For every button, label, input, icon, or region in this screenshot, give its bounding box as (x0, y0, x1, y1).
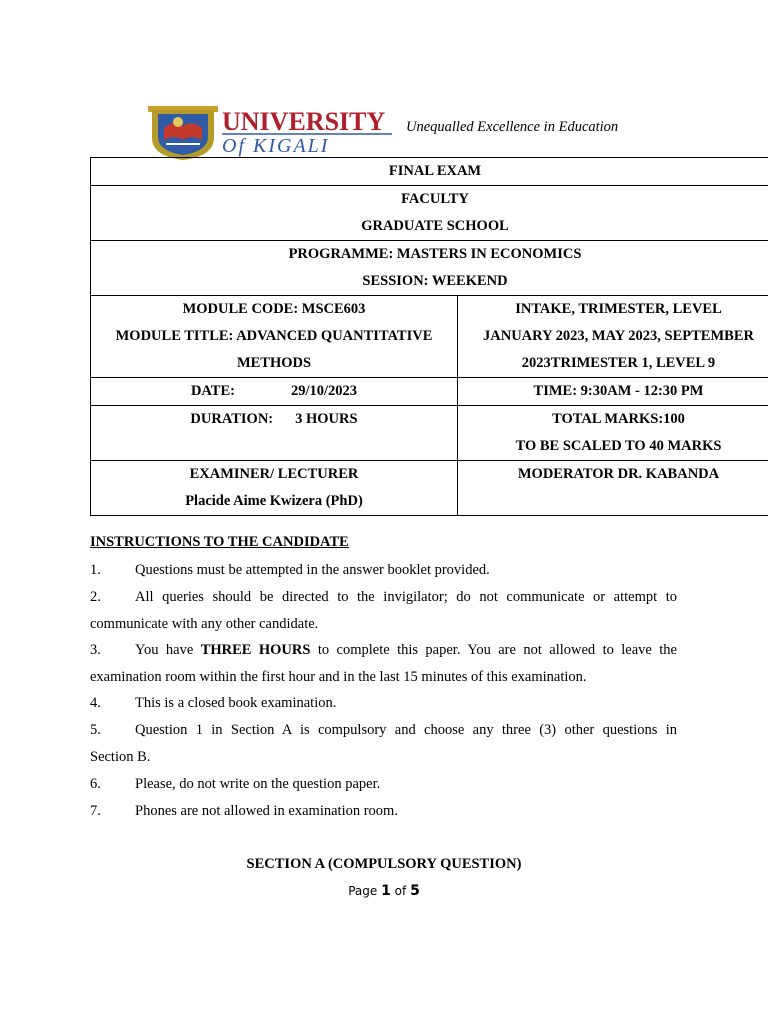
examiner-cell (91, 461, 458, 516)
date-cell (91, 378, 458, 406)
programme: PROGRAMME: MASTERS IN ECONOMICS (288, 246, 582, 262)
examiner-name: Placide Aime Kwizera (PhD) (185, 493, 363, 509)
exam-type-cell (91, 158, 768, 186)
examiner-label: EXAMINER/ LECTURER (189, 466, 359, 482)
date-label: DATE: (190, 383, 235, 399)
intake-cell (458, 296, 768, 378)
university-logo (146, 104, 396, 160)
exam-type: FINAL EXAM (388, 163, 482, 179)
exam-time: TIME: 9:30AM - 12:30 PM (533, 383, 704, 399)
svg-text:UNIVERSITY: UNIVERSITY (222, 107, 386, 136)
crest-icon (148, 106, 218, 160)
date-value: 29/10/2023 (290, 383, 358, 399)
moderator-cell (458, 461, 768, 516)
duration-label: DURATION: (190, 411, 274, 427)
module-title: MODULE TITLE: ADVANCED QUANTITATIVE (115, 328, 433, 344)
faculty-label: FACULTY (401, 191, 469, 207)
duration-cell (91, 406, 458, 461)
school-name: GRADUATE SCHOOL (361, 218, 509, 234)
instructions-title: INSTRUCTIONS TO THE CANDIDATE (90, 534, 349, 550)
duration-value: 3 HOURS (295, 411, 358, 427)
total-marks: TOTAL MARKS:100 (552, 411, 685, 427)
marks-cell (458, 406, 768, 461)
time-cell (458, 378, 768, 406)
scaled-marks: TO BE SCALED TO 40 MARKS (515, 438, 722, 454)
svg-text:Of KIGALI: Of KIGALI (222, 135, 330, 157)
instruction-item-cont: communicate with any other candidate. (90, 616, 319, 632)
page-number: Page 1 of 5 (348, 883, 420, 899)
intake-value: JANUARY 2023, MAY 2023, SEPTEMBER (483, 328, 754, 344)
module-code: MODULE CODE: MSCE603 (182, 301, 366, 317)
instruction-item-cont: Section B. (90, 749, 151, 765)
intake-label: INTAKE, TRIMESTER, LEVEL (515, 301, 722, 317)
intake-value-cont: 2023TRIMESTER 1, LEVEL 9 (521, 355, 716, 371)
motto-text: Unequalled Excellence in Education (406, 119, 619, 135)
moderator: MODERATOR DR. KABANDA (517, 466, 720, 482)
module-cell (91, 296, 458, 378)
section-a-heading: SECTION A (COMPULSORY QUESTION) (246, 856, 522, 872)
faculty-cell (91, 186, 768, 241)
session: SESSION: WEEKEND (362, 273, 508, 289)
module-title-cont: METHODS (236, 355, 312, 371)
instruction-item-cont: examination room within the first hour and in the last 15 minutes of this examination. (90, 669, 587, 685)
exam-info-table (90, 157, 768, 516)
programme-cell (91, 241, 768, 296)
